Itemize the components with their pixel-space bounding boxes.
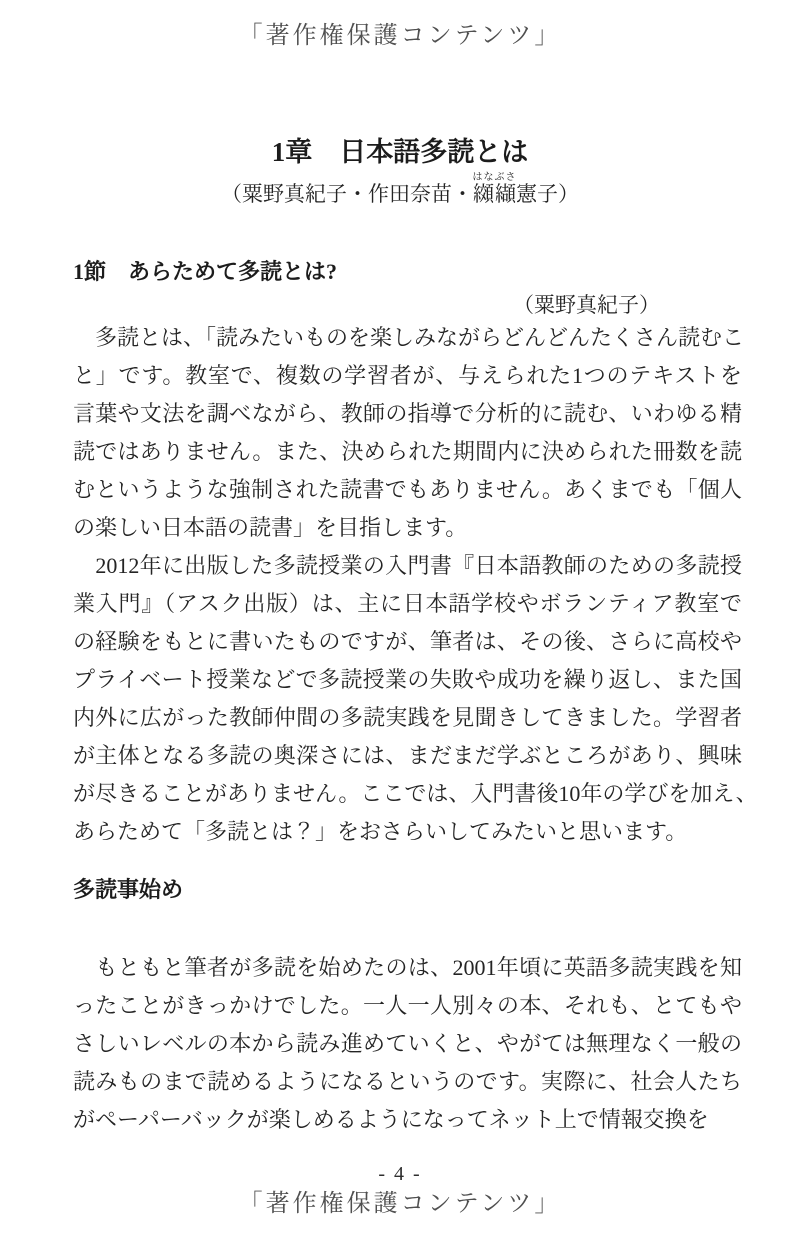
- text-line: が主体となる多読の奥深さには、まだまだ学ぶところがあり、興味: [73, 743, 742, 768]
- text-line: 言葉や文法を調べながら、教師の指導で分析的に読む、いわゆる精: [73, 401, 742, 426]
- text-line: あらためて「多読とは？」をおさらいしてみたいと思います。: [73, 819, 688, 844]
- ruby-furigana: はなぶさ: [472, 172, 517, 183]
- text-line: 読みものまで読めるようになるというのです。実際に、社会人たち: [73, 1069, 742, 1094]
- text-line: の経験をもとに書いたものですが、筆者は、その後、さらに高校や: [73, 629, 742, 654]
- author-name-ruby: [472, 172, 517, 206]
- text-line: ったことがきっかけでした。一人一人別々の本、それも、とてもや: [73, 993, 742, 1018]
- authors-prefix: （粟野真紀子・作田奈苗・: [221, 182, 473, 206]
- text-block: [0, 257, 800, 1139]
- subheading-tadoku-kotohajime: 多読事始め: [73, 877, 184, 902]
- page-number: - 4 -: [378, 1163, 422, 1185]
- chapter-authors: [0, 172, 800, 211]
- text-line: もともと筆者が多読を始めたのは、2001年頃に英語多読実践を知: [73, 955, 742, 980]
- text-line: が尽きることがありません。ここでは、入門書後10年の学びを加え、: [73, 781, 758, 806]
- copyright-notice-bottom: 「著作権保護コンテンツ」: [238, 1191, 562, 1217]
- text-line: がペーパーバックが楽しめるようになってネット上で情報交換を: [73, 1107, 709, 1132]
- text-line: 内外に広がった教師仲間の多読実践を見聞きしてきました。学習者: [73, 705, 742, 730]
- text-line: プライベート授業などで多読授業の失敗や成功を繰り返し、また国: [73, 667, 742, 692]
- paragraph-nyumonsho-experience: [73, 547, 758, 851]
- ruby-base: 纐纈: [472, 182, 517, 206]
- chapter-title: 1章 日本語多読とは: [271, 137, 529, 167]
- text-line: さしいレベルの本から読み進めていくと、やがては無理なく一般の: [73, 1031, 742, 1056]
- author-byline: （粟野真紀子）: [513, 293, 660, 317]
- authors-suffix: 憲子）: [516, 182, 579, 206]
- text-line: 読ではありません。また、決められた期間内に決められた冊数を読: [73, 439, 742, 464]
- paragraph-tadoku-origins: [73, 949, 742, 1139]
- text-line: と」です。教室で、複数の学習者が、与えられた1つのテキストを: [73, 363, 742, 388]
- text-line: 2012年に出版した多読授業の入門書『日本語教師のための多読授: [73, 553, 742, 578]
- paragraph-tadoku-definition: [73, 319, 745, 547]
- text-line: の楽しい日本語の読書」を目指します。: [73, 515, 468, 540]
- text-line: 多読とは、「読みたいものを楽しみながらどんどんたくさん読むこ: [73, 325, 745, 350]
- text-line: むというような強制された読書でもありません。あくまでも「個人: [73, 477, 742, 502]
- section-heading: 1節 あらためて多読とは?: [73, 259, 338, 284]
- text-line: 業入門』（アスク出版）は、主に日本語学校やボランティア教室で: [73, 591, 742, 616]
- copyright-notice-top: 「著作権保護コンテンツ」: [238, 23, 562, 49]
